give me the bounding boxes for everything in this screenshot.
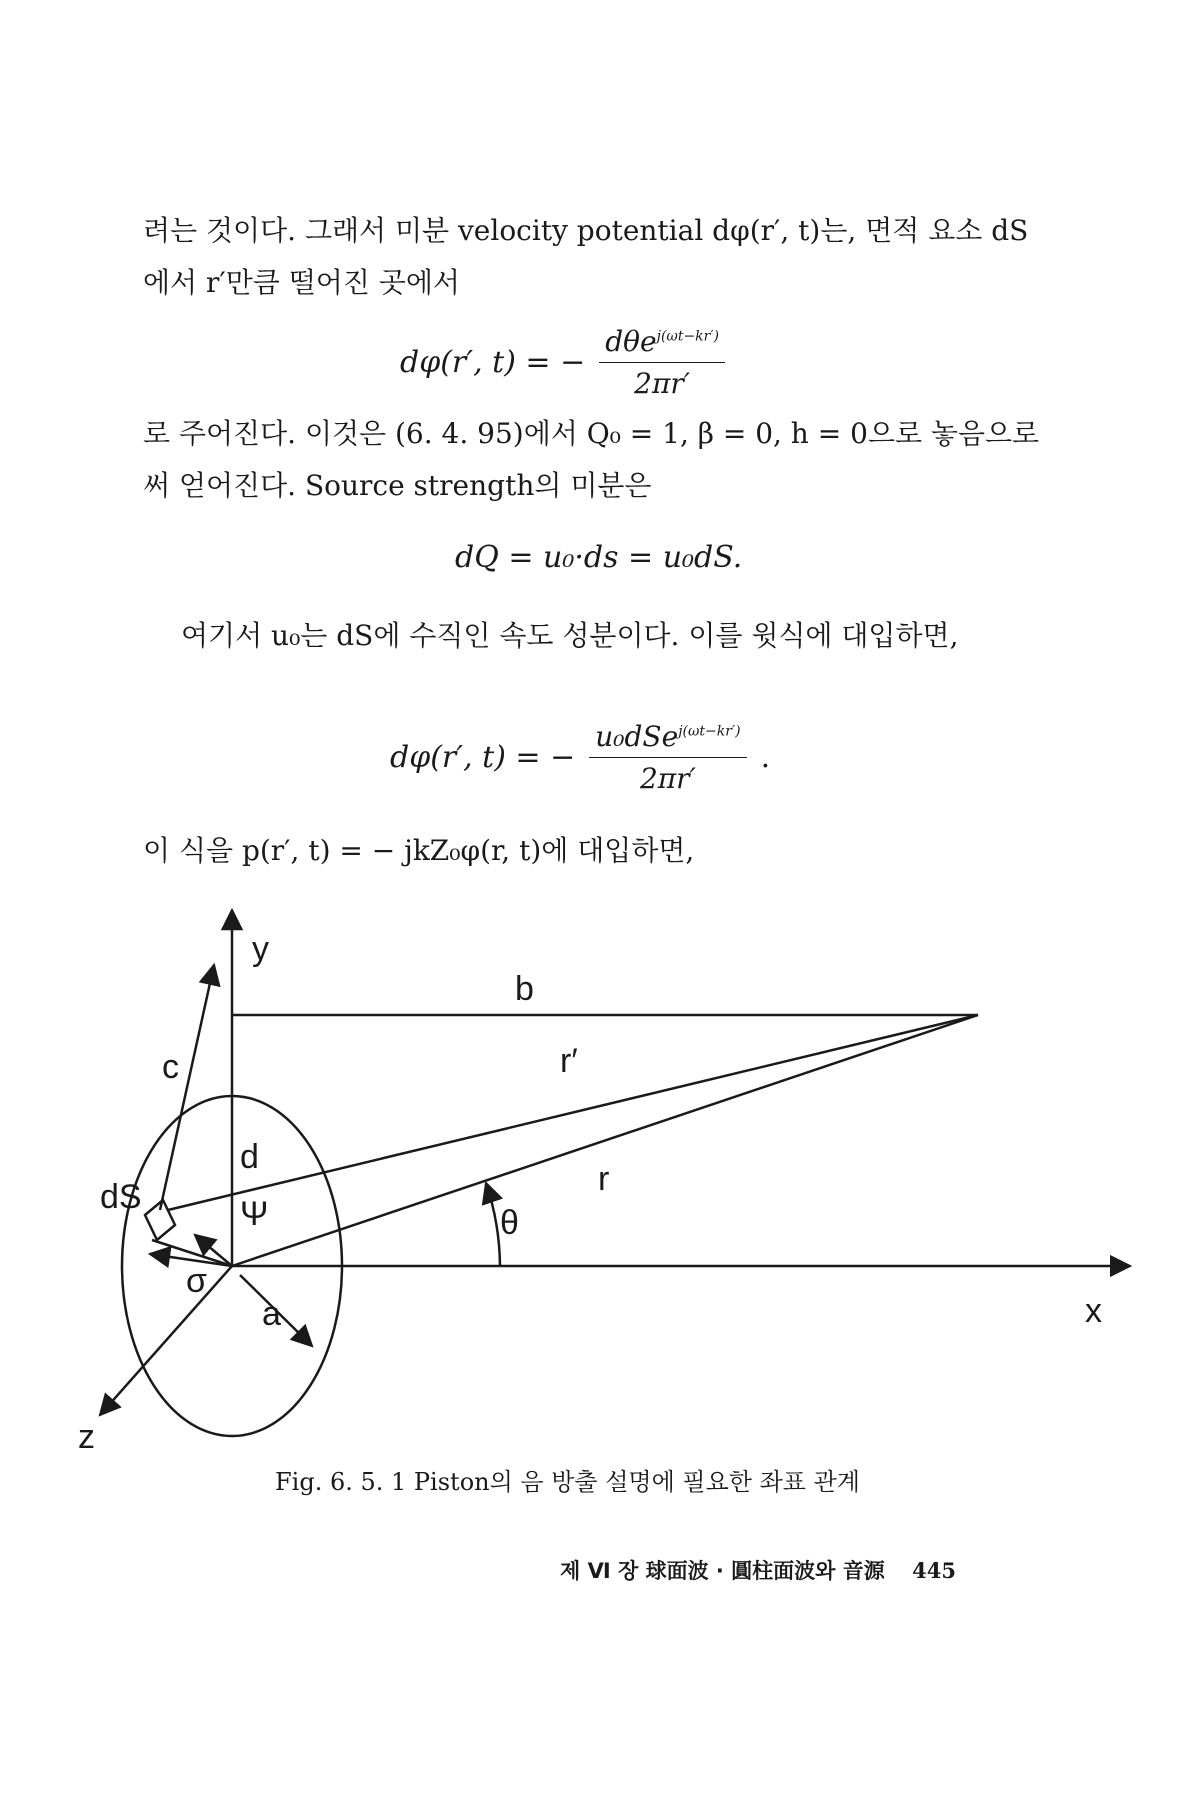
equation-1-lhs: dφ(r′, t) = − (400, 345, 586, 380)
equation-3-numerator: u₀dSe (595, 720, 679, 753)
equation-1-numerator: dθe (605, 325, 657, 358)
page-footer (560, 1555, 956, 1585)
label-ds: dS (100, 1178, 142, 1216)
equation-3-denominator: 2πr′ (639, 762, 696, 795)
equation-1-exponent: j(ωt−kr′) (656, 328, 720, 345)
equation-3-fraction (589, 720, 746, 795)
label-b: b (515, 970, 534, 1008)
equation-1-fraction (599, 325, 725, 400)
label-d: d (240, 1138, 259, 1176)
page-number: 445 (912, 1558, 956, 1583)
r-line (232, 1015, 978, 1266)
label-a: a (262, 1295, 281, 1333)
footer-chapter: 제 Ⅵ 장 球面波 · 圓柱面波와 音源 (560, 1559, 885, 1583)
label-c: c (162, 1048, 179, 1086)
label-r-prime: r′ (560, 1042, 578, 1080)
equation-3-period: . (760, 740, 771, 775)
piston-coordinate-figure (0, 900, 1200, 1460)
equation-2-text: dQ = u₀·ds = u₀dS. (455, 540, 743, 575)
label-y: y (252, 930, 269, 968)
c-vector (160, 965, 214, 1210)
label-psi: Ψ (240, 1195, 269, 1233)
z-axis (100, 1266, 232, 1415)
paragraph-4: 이 식을 p(r′, t) = − jkZ₀φ(r, t)에 대입하면, (143, 834, 695, 867)
paragraph-3: 여기서 u₀는 dS에 수직인 속도 성분이다. 이를 윗식에 대입하면, (181, 619, 959, 652)
paragraph-1: 려는 것이다. 그래서 미분 velocity potential dφ(r′, t)는, 면적 요소 dS에서 r′만큼 떨어진 곳에서 (143, 214, 1029, 299)
label-r: r (598, 1160, 610, 1198)
paragraph-2: 로 주어진다. 이것은 (6. 4. 95)에서 Q₀ = 1, β = 0, h = 0으로 놓음으로써 얻어진다. Source strength의 미분은 (143, 417, 1040, 502)
label-z: z (78, 1418, 95, 1456)
equation-2 (455, 540, 742, 575)
label-x: x (1085, 1292, 1102, 1330)
equation-3 (390, 720, 770, 795)
label-theta: θ (500, 1204, 519, 1242)
equation-1-denominator: 2πr′ (634, 367, 691, 400)
theta-arc (486, 1183, 500, 1266)
label-sigma: σ (186, 1262, 207, 1300)
equation-3-lhs: dφ(r′, t) = − (390, 740, 576, 775)
equation-3-exponent: j(ωt−kr′) (678, 723, 741, 740)
figure-caption: Fig. 6. 5. 1 Piston의 음 방출 설명에 필요한 좌표 관계 (275, 1468, 860, 1496)
equation-1 (400, 325, 725, 400)
